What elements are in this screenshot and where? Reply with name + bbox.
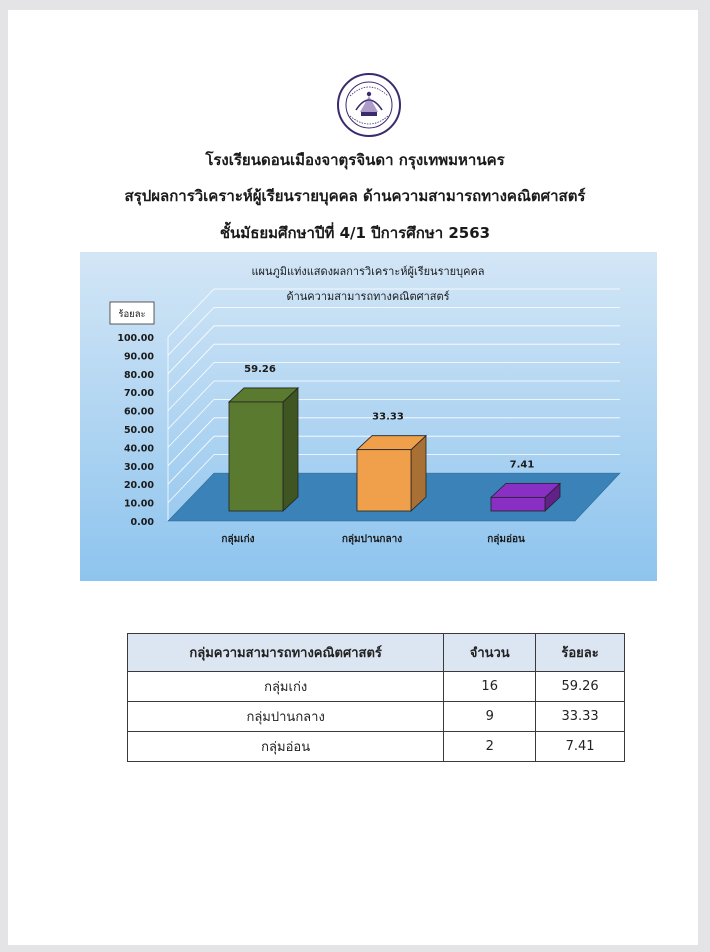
table-header-cell: ร้อยละ (536, 634, 625, 672)
y-tick-label: 10.00 (123, 498, 154, 510)
table-cell-group: กลุ่มปานกลาง (128, 702, 444, 732)
category-label: กลุ่มปานกลาง (341, 534, 403, 545)
table-cell-percent: 33.33 (536, 702, 625, 732)
y-tick-label: 30.00 (123, 461, 154, 473)
bar-front-face (491, 497, 545, 511)
table-cell-percent: 59.26 (536, 672, 625, 702)
class-year-heading: ชั้นมัธยมศึกษาปีที่ 4/1 ปีการศึกษา 2563 (219, 224, 491, 242)
table-cell-count: 2 (444, 732, 536, 762)
table-cell-group: กลุ่มเก่ง (128, 672, 444, 702)
table-cell-count: 9 (444, 702, 536, 732)
school-name-heading: โรงเรียนดอนเมืองจาตุรจินดา กรุงเทพมหานคร (205, 151, 505, 169)
y-tick-label: 100.00 (117, 333, 154, 344)
bar-front-face (357, 450, 411, 511)
y-tick-label: 70.00 (123, 388, 154, 400)
y-tick-label: 0.00 (130, 517, 154, 528)
table-row (128, 732, 625, 762)
y-tick-label: 80.00 (123, 369, 154, 381)
bar-side-face (283, 388, 298, 511)
y-tick-label: 90.00 (123, 351, 154, 363)
y-tick-label: 20.00 (123, 480, 154, 492)
data-label: 33.33 (372, 411, 404, 423)
chart-title: แผนภูมิแท่งแสดงผลการวิเคราะห์ผู้เรียนรายบุคคล (251, 265, 485, 278)
category-label: กลุ่มเก่ง (221, 534, 255, 545)
y-tick-label: 60.00 (123, 406, 154, 418)
category-label: กลุ่มอ่อน (487, 534, 525, 545)
data-label: 7.41 (509, 459, 535, 471)
bar-chart-svg (80, 252, 657, 581)
table-header-cell: กลุ่มความสามารถทางคณิตศาสตร์ (128, 634, 444, 672)
table-cell-percent: 7.41 (536, 732, 625, 762)
table-header-row (128, 634, 625, 672)
report-subject-heading: สรุปผลการวิเคราะห์ผู้เรียนรายบุคคล ด้านความสามารถทางคณิตศาสตร์ (124, 187, 586, 205)
chart-bar (357, 436, 426, 511)
summary-table (127, 633, 625, 762)
table-cell-count: 16 (444, 672, 536, 702)
bar-front-face (229, 402, 283, 511)
table-header-cell: จำนวน (444, 634, 536, 672)
y-tick-label: 40.00 (123, 443, 154, 455)
chart-bar (491, 483, 560, 511)
table-cell-group: กลุ่มอ่อน (128, 732, 444, 762)
chart-bar (229, 388, 298, 511)
table-row (128, 702, 625, 732)
school-seal-logo (336, 72, 402, 138)
bar-chart (80, 252, 657, 581)
data-label: 59.26 (244, 363, 276, 375)
table-row (128, 672, 625, 702)
y-axis-label: ร้อยละ (118, 309, 146, 320)
chart-title: ด้านความสามารถทางคณิตศาสตร์ (286, 290, 450, 303)
y-tick-label: 50.00 (123, 425, 154, 436)
